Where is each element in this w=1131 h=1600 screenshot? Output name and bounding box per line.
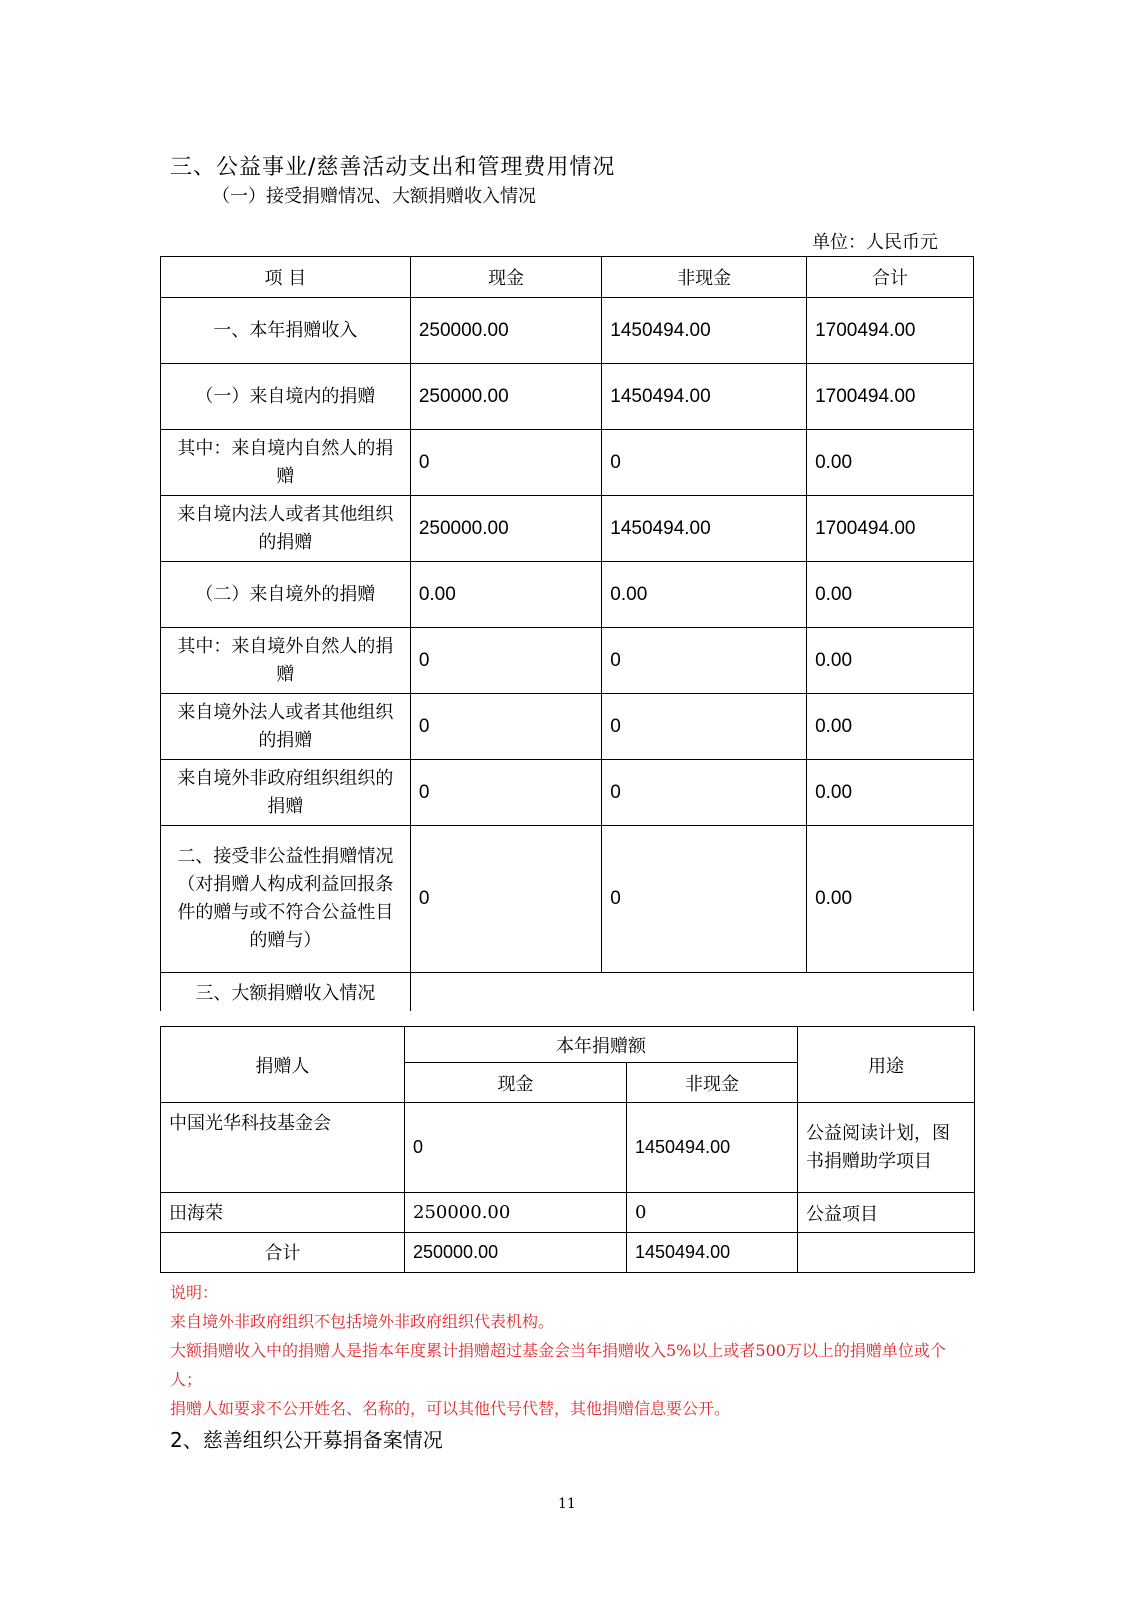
big-donation-title-blank [410, 973, 973, 1012]
total-cell: 1700494.00 [807, 364, 974, 430]
purpose-cell: 公益项目 [798, 1193, 975, 1233]
noncash-cell: 1450494.00 [602, 298, 807, 364]
big-donation-title-row [161, 973, 974, 1012]
cash-cell: 0 [410, 694, 601, 760]
row-label: 来自境外非政府组织组织的捐赠 [161, 760, 411, 826]
note-line: 捐赠人如要求不公开姓名、名称的，可以其他代号代替，其他捐赠信息要公开。 [170, 1399, 731, 1418]
table-row [161, 826, 974, 973]
cash-cell: 0 [405, 1103, 627, 1193]
cash-cell: 0 [410, 760, 601, 826]
noncash-cell: 1450494.00 [602, 364, 807, 430]
cash-cell: 250000.00 [410, 364, 601, 430]
cash-cell: 250000.00 [410, 298, 601, 364]
row-label: 其中：来自境内自然人的捐赠 [161, 430, 411, 496]
subsection-title: （一）接受捐赠情况、大额捐赠收入情况 [212, 186, 536, 207]
row-label: 来自境外法人或者其他组织的捐赠 [161, 694, 411, 760]
table-row [161, 298, 974, 364]
donation-table [160, 256, 974, 1011]
noncash-cell: 0 [602, 826, 807, 973]
table-row [161, 562, 974, 628]
header-cash: 现金 [410, 257, 601, 298]
unit-label: 单位：人民币元 [812, 232, 938, 253]
row-label: 二、接受非公益性捐赠情况（对捐赠人构成利益回报条件的赠与或不符合公益性目的赠与） [161, 826, 411, 973]
note-line: 来自境外非政府组织不包括境外非政府组织代表机构。 [170, 1312, 555, 1331]
noncash-cell: 0 [602, 760, 807, 826]
header-item: 项 目 [161, 257, 411, 298]
table-row [161, 1193, 975, 1233]
header-cash: 现金 [405, 1063, 627, 1103]
table-row [161, 1103, 975, 1193]
table-header-row [161, 257, 974, 298]
donor-cell: 田海荣 [161, 1193, 405, 1233]
total-cell: 0.00 [807, 628, 974, 694]
cash-cell: 250000.00 [405, 1193, 627, 1233]
total-cell: 0.00 [807, 826, 974, 973]
table-row [161, 364, 974, 430]
cash-cell: 250000.00 [410, 496, 601, 562]
big-donation-title: 三、大额捐赠收入情况 [161, 973, 411, 1012]
notes-title: 说明： [170, 1283, 219, 1302]
row-label: （一）来自境内的捐赠 [161, 364, 411, 430]
table-row [161, 628, 974, 694]
total-cell: 0.00 [807, 760, 974, 826]
cash-cell: 0 [410, 826, 601, 973]
noncash-cell: 0 [602, 694, 807, 760]
cash-cell: 0.00 [410, 562, 601, 628]
cash-cell: 0 [410, 628, 601, 694]
cash-cell: 0 [410, 430, 601, 496]
table-row [161, 430, 974, 496]
donor-cell: 中国光华科技基金会 [161, 1103, 405, 1193]
row-label: 来自境内法人或者其他组织的捐赠 [161, 496, 411, 562]
table-row [161, 760, 974, 826]
noncash-cell: 0 [627, 1193, 798, 1233]
total-cash: 250000.00 [405, 1233, 627, 1273]
header-noncash: 非现金 [602, 257, 807, 298]
header-total: 合计 [807, 257, 974, 298]
row-label: 一、本年捐赠收入 [161, 298, 411, 364]
total-cell: 1700494.00 [807, 298, 974, 364]
total-cell: 0.00 [807, 562, 974, 628]
header-year-amount: 本年捐赠额 [405, 1027, 798, 1063]
noncash-cell: 1450494.00 [627, 1103, 798, 1193]
header-purpose: 用途 [798, 1027, 975, 1103]
total-row [161, 1233, 975, 1273]
section-title: 三、公益事业/慈善活动支出和管理费用情况 [170, 155, 616, 180]
notes [170, 1278, 970, 1423]
header-row-1 [161, 1027, 975, 1063]
noncash-cell: 0.00 [602, 562, 807, 628]
purpose-cell: 公益阅读计划，图书捐赠助学项目 [798, 1103, 975, 1193]
noncash-cell: 0 [602, 430, 807, 496]
total-noncash: 1450494.00 [627, 1233, 798, 1273]
total-cell: 0.00 [807, 430, 974, 496]
header-noncash: 非现金 [627, 1063, 798, 1103]
page-number: 11 [558, 1496, 576, 1512]
big-donation-table [160, 1026, 975, 1273]
note-line: 大额捐赠收入中的捐赠人是指本年度累计捐赠超过基金会当年捐赠收入5%以上或者500万以上的捐赠单位或个人； [170, 1341, 946, 1389]
table-row [161, 694, 974, 760]
noncash-cell: 0 [602, 628, 807, 694]
header-donor: 捐赠人 [161, 1027, 405, 1103]
row-label: 其中：来自境外自然人的捐赠 [161, 628, 411, 694]
table-row [161, 496, 974, 562]
row-label: （二）来自境外的捐赠 [161, 562, 411, 628]
total-cell: 1700494.00 [807, 496, 974, 562]
noncash-cell: 1450494.00 [602, 496, 807, 562]
total-label: 合计 [161, 1233, 405, 1273]
footer-heading: 2、慈善组织公开募捐备案情况 [170, 1428, 443, 1452]
total-cell: 0.00 [807, 694, 974, 760]
total-purpose [798, 1233, 975, 1273]
